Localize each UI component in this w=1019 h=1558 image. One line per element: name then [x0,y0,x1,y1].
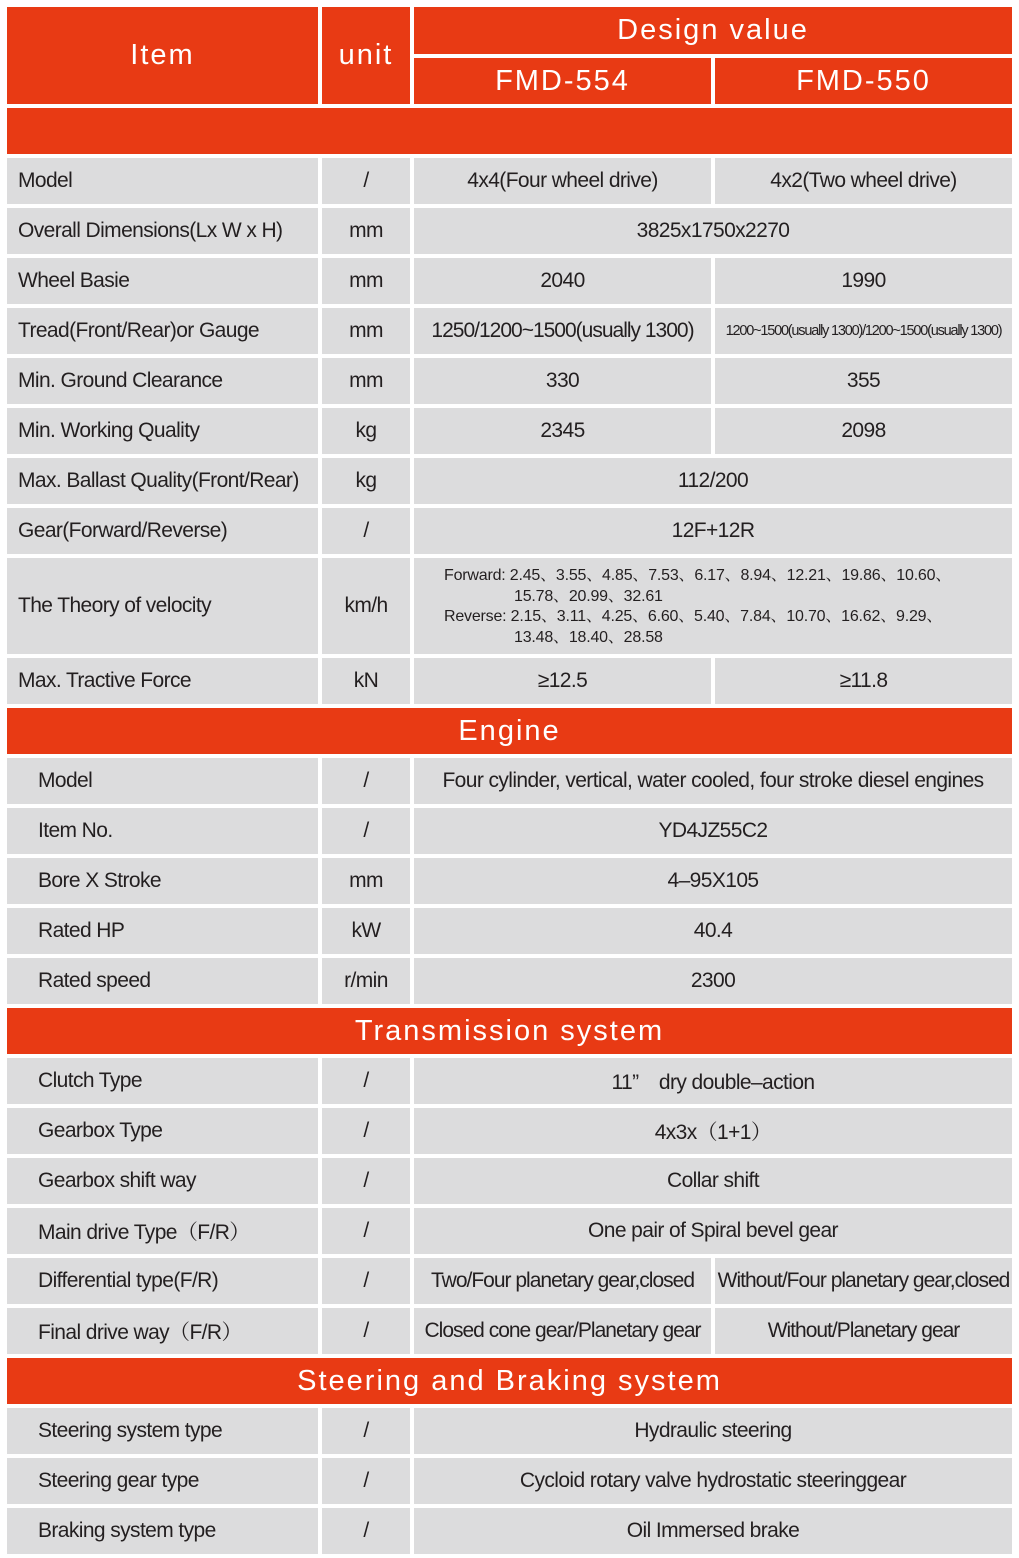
velocity-unit: km/h [322,558,410,654]
row-value-fmd-554: 330 [414,358,711,404]
row-value-fmd-550: 355 [715,358,1012,404]
row-unit: / [322,808,410,854]
row-value: 11” dry double–action [414,1058,1012,1104]
steering-section-title: Steering and Braking system [7,1358,1012,1404]
row-label: Tread(Front/Rear)or Gauge [7,308,318,354]
row-unit: / [322,1258,410,1304]
row-label: Clutch Type [7,1058,318,1104]
row-unit: / [322,758,410,804]
row-value: One pair of Spiral bevel gear [414,1208,1012,1254]
row-unit: mm [322,858,410,904]
velocity-reverse-cont: 13.48、18.40、28.58 [514,628,663,646]
row-value: Four cylinder, vertical, water cooled, four stroke diesel engines [414,758,1012,804]
row-value: 3825x1750x2270 [414,208,1012,254]
row-unit: / [322,1508,410,1554]
header-design-value: Design value [414,7,1012,54]
row-label: Model [7,158,318,204]
row-unit: mm [322,358,410,404]
row-label: Overall Dimensions(Lx W x H) [7,208,318,254]
row-unit: kg [322,458,410,504]
row-value-fmd-554: 2040 [414,258,711,304]
row-label: Max. Ballast Quality(Front/Rear) [7,458,318,504]
row-label: Gear(Forward/Reverse) [7,508,318,554]
row-value-fmd-554: Closed cone gear/Planetary gear [414,1308,711,1354]
row-value-fmd-550: 1990 [715,258,1012,304]
velocity-values [414,558,1012,654]
row-label: Differential type(F/R) [7,1258,318,1304]
row-value-fmd-550: 4x2(Two wheel drive) [715,158,1012,204]
row-value: 40.4 [414,908,1012,954]
row-label: Rated speed [7,958,318,1004]
row-value-fmd-550: Without/Planetary gear [715,1308,1012,1354]
row-value-fmd-554: 2345 [414,408,711,454]
row-value: Hydraulic steering [414,1408,1012,1454]
transmission-section-title: Transmission system [7,1008,1012,1054]
row-unit: / [322,1308,410,1354]
row-unit: / [322,158,410,204]
row-label: Main drive Type（F/R） [7,1208,318,1254]
header-model-fmd-550: FMD-550 [715,58,1012,104]
row-label: Rated HP [7,908,318,954]
row-value: Collar shift [414,1158,1012,1204]
row-label: Model [7,758,318,804]
row-label: Gearbox Type [7,1108,318,1154]
header-blank-band [7,108,1012,154]
row-unit: mm [322,308,410,354]
row-value-fmd-550: Without/Four planetary gear,closed [715,1258,1012,1304]
row-value-fmd-550: 1200~1500(usually 1300)/1200~1500(usually 1300) [715,308,1012,354]
row-unit: / [322,1458,410,1504]
row-value: YD4JZ55C2 [414,808,1012,854]
row-unit: mm [322,258,410,304]
row-unit: / [322,1058,410,1104]
row-value-fmd-550: 2098 [715,408,1012,454]
row-value-fmd-554: Two/Four planetary gear,closed [414,1258,711,1304]
row-value-fmd-554: 1250/1200~1500(usually 1300) [414,308,711,354]
row-value: 4–95X105 [414,858,1012,904]
row-unit: / [322,1108,410,1154]
row-value: 2300 [414,958,1012,1004]
velocity-reverse-line: Reverse: 2.15、3.11、4.25、6.60、5.40、7.84、10.70、16.62、9.29、 [444,608,943,625]
row-unit: kW [322,908,410,954]
row-label: Steering system type [7,1408,318,1454]
row-label: Wheel Basie [7,258,318,304]
row-unit: r/min [322,958,410,1004]
row-value: Cycloid rotary valve hydrostatic steeringgear [414,1458,1012,1504]
row-label: Min. Working Quality [7,408,318,454]
row-unit: / [322,1158,410,1204]
row-value: 12F+12R [414,508,1012,554]
row-value: 4x3x（1+1） [414,1108,1012,1154]
row-unit: / [322,508,410,554]
tractive-fmd-550: ≥11.8 [715,658,1012,704]
engine-section-title: Engine [7,708,1012,754]
row-unit: / [322,1208,410,1254]
row-label: Gearbox shift way [7,1158,318,1204]
tractive-unit: kN [322,658,410,704]
row-value-fmd-554: 4x4(Four wheel drive) [414,158,711,204]
row-label: Steering gear type [7,1458,318,1504]
row-unit: / [322,1408,410,1454]
row-label: Bore X Stroke [7,858,318,904]
row-label: Final drive way（F/R） [7,1308,318,1354]
velocity-forward-line: Forward: 2.45、3.55、4.85、7.53、6.17、8.94、12.21、19.86、10.60、 [444,567,952,584]
row-label: Item No. [7,808,318,854]
header-unit: unit [322,7,410,104]
tractive-fmd-554: ≥12.5 [414,658,711,704]
row-label: Braking system type [7,1508,318,1554]
row-value: 112/200 [414,458,1012,504]
velocity-label: The Theory of velocity [7,558,318,654]
tractive-label: Max. Tractive Force [7,658,318,704]
velocity-forward-cont: 15.78、20.99、32.61 [514,587,663,605]
header-model-fmd-554: FMD-554 [414,58,711,104]
row-unit: kg [322,408,410,454]
row-label: Min. Ground Clearance [7,358,318,404]
row-value: Oil Immersed brake [414,1508,1012,1554]
row-unit: mm [322,208,410,254]
header-item: Item [7,7,318,104]
